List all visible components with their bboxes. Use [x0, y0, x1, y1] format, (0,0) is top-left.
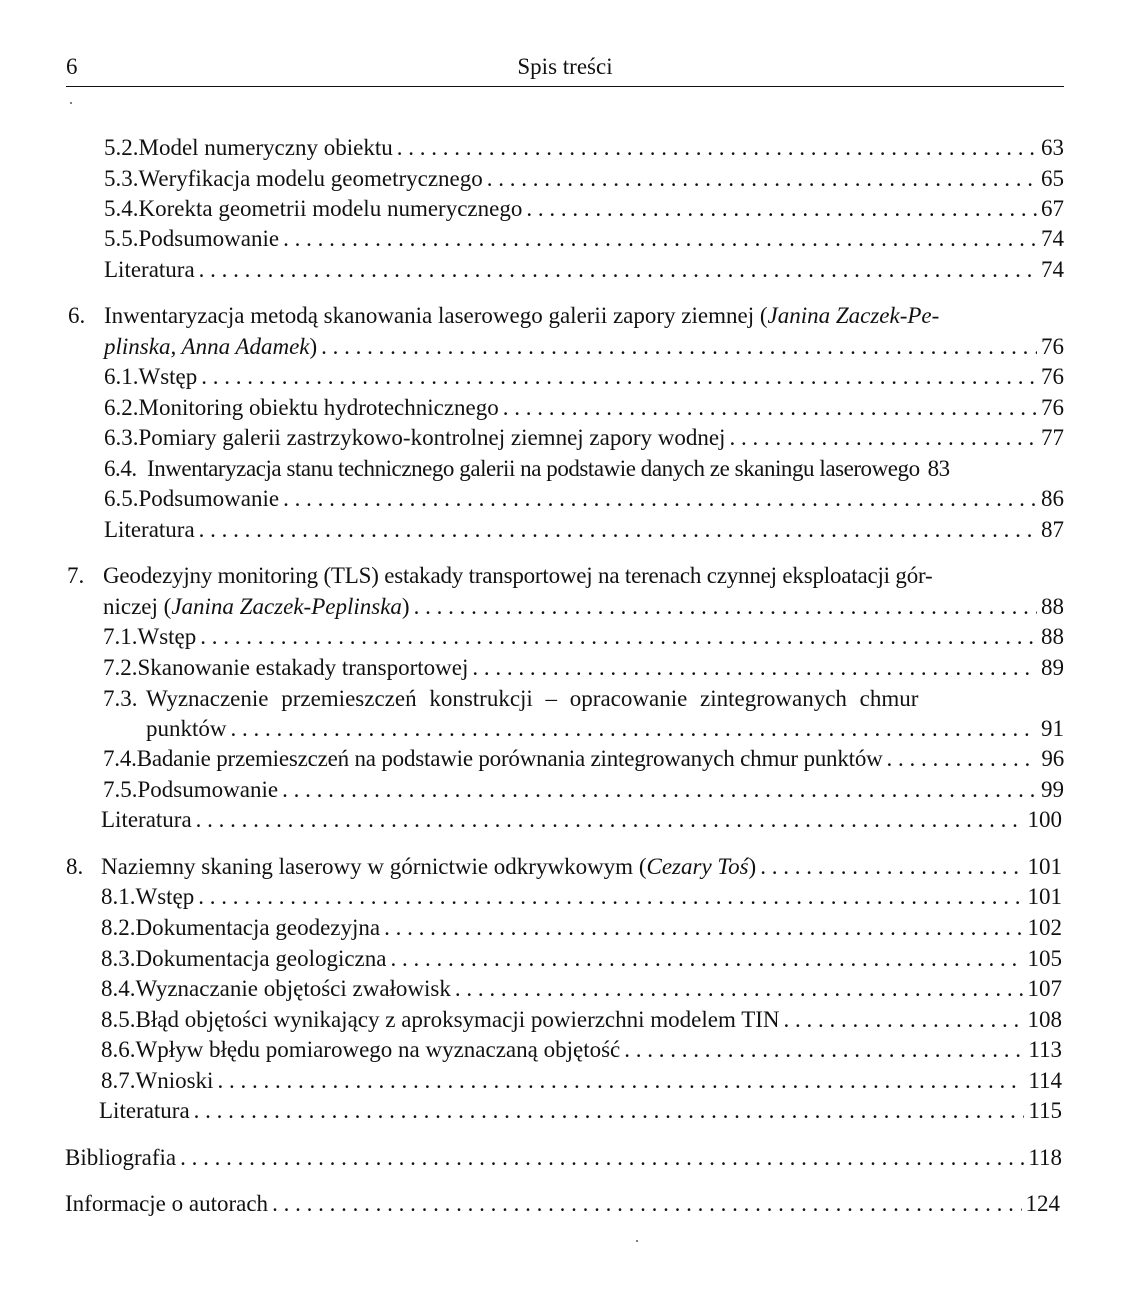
entry-title [103, 592, 410, 622]
closing-paren: ) [309, 334, 318, 359]
entry-title: Wnioski [135, 1068, 214, 1093]
entry-title: Wyznaczenie przemieszczeń konstrukcji – opracowanie zintegrowanych chmur [146, 686, 919, 711]
running-title: Spis treści [517, 54, 613, 79]
entry-number: 7.3. [103, 686, 138, 711]
entry-page: 102 [1027, 915, 1062, 940]
entry-page: 77 [1041, 425, 1064, 450]
entry-number: 7.2. [103, 655, 138, 680]
chapter-title-text: niczej ( [103, 594, 172, 619]
entry-number: 6.3. [104, 425, 139, 450]
entry-page: 91 [1041, 716, 1064, 741]
entry-page: 96 [1041, 746, 1064, 771]
leader-dots [390, 944, 1023, 974]
chapter-author: Cezary Toś [646, 854, 749, 879]
toc-entry-5-2[interactable] [104, 133, 1064, 163]
leader-dots [217, 1066, 1024, 1096]
toc-entry-5-4[interactable] [104, 194, 1064, 224]
entry-title: Literatura [104, 257, 195, 282]
toc-entry-6-4[interactable] [104, 454, 1064, 484]
leader-dots [196, 805, 1024, 835]
entry-title: Wstęp [137, 624, 197, 649]
chapter-6-title-line2[interactable] [104, 332, 1064, 362]
entry-number: 8.2. [101, 915, 136, 940]
leader-dots [199, 255, 1037, 285]
toc-entry-7-4[interactable] [103, 744, 1064, 774]
entry-title: Wstęp [138, 364, 198, 389]
leader-dots [198, 882, 1023, 912]
entry-number: 7.4. [103, 746, 137, 771]
toc-entry-6-1[interactable] [104, 362, 1064, 392]
page-number: 6 [66, 54, 78, 79]
toc-entry-7-3-line1[interactable] [103, 684, 1064, 714]
entry-title: Monitoring obiektu hydrotechnicznego [138, 395, 499, 420]
entry-page: 74 [1041, 257, 1064, 282]
leader-dots [384, 913, 1023, 943]
entry-number: 5.4. [104, 196, 139, 221]
entry-title: Wpływ błędu pomiarowego na wyznaczaną objętość [135, 1037, 621, 1062]
entry-page: 76 [1041, 395, 1064, 420]
entry-number: 8.4. [101, 976, 136, 1001]
entry-page: 114 [1028, 1068, 1062, 1093]
toc-entry-6-literature[interactable] [104, 515, 1064, 545]
entry-title: Weryfikacja modelu geometrycznego [138, 166, 483, 191]
leader-dots [283, 484, 1037, 514]
leader-dots [624, 1035, 1024, 1065]
leader-dots [200, 622, 1037, 652]
entry-page: 88 [1041, 624, 1064, 649]
leader-dots [455, 974, 1024, 1004]
leader-dots [503, 393, 1037, 423]
entry-number: 7.5. [103, 777, 138, 802]
entry-title: Bibliografia [65, 1145, 177, 1170]
entry-page: 76 [1041, 334, 1064, 359]
closing-paren: ) [401, 594, 410, 619]
leader-dots [231, 714, 1038, 744]
entry-title: Literatura [99, 1098, 190, 1123]
leader-dots [397, 133, 1037, 163]
toc-entry-8-4[interactable] [101, 974, 1062, 1004]
entry-title: Literatura [104, 517, 195, 542]
chapter-title-text: Naziemny skaning laserowy w górnictwie odkrywkowym ( [101, 854, 647, 879]
chapter-title-text: Inwentaryzacja metodą skanowania laserowego galerii zapory ziemnej ( [104, 303, 768, 328]
entry-title: Błąd objętości wynikający z aproksymacji powierzchni modelem TIN [135, 1007, 780, 1032]
entry-number: 5.2. [104, 135, 139, 160]
leader-dots [180, 1143, 1024, 1173]
chapter-8-number: 8. [66, 854, 84, 879]
leader-dots [414, 592, 1037, 622]
entry-title: Dokumentacja geologiczna [135, 946, 387, 971]
entry-page: 65 [1041, 166, 1064, 191]
scan-speck [636, 1240, 638, 1242]
chapter-author: Janina Zaczek-Pe- [767, 303, 940, 328]
leader-dots [272, 1189, 1021, 1219]
toc-entry-7-1[interactable] [103, 622, 1064, 652]
entry-title: Wstęp [135, 884, 195, 909]
toc-entry-8-7[interactable] [101, 1066, 1062, 1096]
leader-dots [321, 332, 1037, 362]
entry-page: 87 [1041, 517, 1064, 542]
entry-page: 115 [1028, 1098, 1062, 1123]
toc-entry-7-2[interactable] [103, 653, 1064, 683]
entry-page: 101 [1027, 884, 1062, 909]
toc-entry-8-2[interactable] [101, 913, 1062, 943]
entry-number: 8.5. [101, 1007, 136, 1032]
leader-dots [487, 164, 1037, 194]
entry-number: 5.3. [104, 166, 139, 191]
leader-dots [282, 775, 1037, 805]
toc-entry-8-1[interactable] [101, 882, 1062, 912]
entry-title: Podsumowanie [138, 226, 280, 251]
entry-page: 83 [927, 456, 950, 481]
toc-entry-7-3-line2[interactable] [146, 714, 1064, 744]
entry-page: 108 [1027, 1007, 1062, 1032]
entry-number: 6.5. [104, 486, 139, 511]
toc-entry-7-5[interactable] [103, 775, 1064, 805]
entry-title: Dokumentacja geodezyjna [135, 915, 381, 940]
chapter-author: plinska, Anna Adamek [104, 334, 310, 359]
chapter-7-number: 7. [67, 563, 85, 588]
toc-entry-5-literature[interactable] [104, 255, 1064, 285]
toc-entry-8-6[interactable] [101, 1035, 1062, 1065]
entry-number: 5.5. [104, 226, 139, 251]
entry-page: 74 [1041, 226, 1064, 251]
toc-entry-5-3[interactable] [104, 164, 1064, 194]
chapter-6-number: 6. [68, 303, 86, 328]
entry-number: 8.6. [101, 1037, 136, 1062]
leader-dots [201, 362, 1037, 392]
entry-page: 105 [1027, 946, 1062, 971]
entry-number: 7.1. [103, 624, 138, 649]
entry-page: 63 [1041, 135, 1064, 160]
toc-entry-7-literature[interactable] [101, 805, 1062, 835]
entry-page: 107 [1027, 976, 1062, 1001]
entry-number: 6.2. [104, 395, 139, 420]
scan-speck [70, 102, 72, 104]
chapter-7-title-line2[interactable] [103, 592, 1064, 622]
leader-dots [283, 224, 1037, 254]
entry-page: 76 [1041, 364, 1064, 389]
entry-number: 6.4. [104, 456, 137, 481]
entry-number: 8.3. [101, 946, 136, 971]
toc-entry-8-literature[interactable] [99, 1096, 1062, 1126]
toc-entry-8-3[interactable] [101, 944, 1062, 974]
chapter-8-title[interactable] [101, 852, 1062, 882]
entry-page: 118 [1028, 1145, 1062, 1170]
chapter-7-title-line1[interactable]: Geodezyjny monitoring (TLS) estakady transportowej na terenach czynnej eksploatacji gór- [103, 563, 933, 588]
leader-dots [729, 423, 1037, 453]
toc-entry-5-5[interactable] [104, 224, 1064, 254]
entry-page: 101 [1027, 854, 1062, 879]
entry-title: Podsumowanie [138, 486, 280, 511]
leader-dots [472, 653, 1037, 683]
leader-dots [887, 744, 1038, 774]
entry-page: 86 [1041, 486, 1064, 511]
toc-entry-bibliography[interactable] [65, 1143, 1062, 1173]
entry-page: 67 [1041, 196, 1064, 221]
entry-title: Skanowanie estakady transportowej [137, 655, 469, 680]
entry-title: Korekta geometrii modelu numerycznego [138, 196, 523, 221]
closing-paren: ) [748, 854, 757, 879]
leader-dots [194, 1096, 1025, 1126]
entry-title: Inwentaryzacja stanu technicznego galerii na podstawie danych ze skaningu laserowego [147, 456, 920, 481]
entry-page: 88 [1041, 594, 1064, 619]
toc-entry-6-2[interactable] [104, 393, 1064, 423]
entry-page: 99 [1041, 777, 1064, 802]
entry-number: 8.7. [101, 1068, 136, 1093]
entry-title: Badanie przemieszczeń na podstawie porównania zintegrowanych chmur punktów [136, 746, 883, 771]
leader-dots [199, 515, 1037, 545]
toc-entry-6-3[interactable] [104, 423, 1064, 453]
entry-title: Wyznaczanie objętości zwałowisk [135, 976, 451, 1001]
entry-title: Informacje o autorach [65, 1191, 269, 1216]
leader-dots [760, 852, 1023, 882]
toc-entry-6-5[interactable] [104, 484, 1064, 514]
entry-page: 100 [1027, 807, 1062, 832]
entry-title: punktów [146, 716, 227, 741]
entry-title [101, 852, 756, 882]
entry-number: 6.1. [104, 364, 139, 389]
leader-dots [526, 194, 1037, 224]
leader-dots [784, 1005, 1024, 1035]
entry-title [104, 332, 317, 362]
entry-title: Podsumowanie [137, 777, 279, 802]
entry-page: 124 [1025, 1191, 1060, 1216]
entry-number: 8.1. [101, 884, 136, 909]
toc-entry-authors-info[interactable] [65, 1189, 1060, 1219]
chapter-author: Janina Zaczek-Peplinska [171, 594, 402, 619]
toc-entry-8-5[interactable] [101, 1005, 1062, 1035]
chapter-6-title-line1[interactable] [104, 301, 939, 331]
entry-title: Literatura [101, 807, 192, 832]
page-header [66, 54, 1064, 87]
entry-title: Pomiary galerii zastrzykowo-kontrolnej ziemnej zapory wodnej [138, 425, 726, 450]
entry-title: Model numeryczny obiektu [138, 135, 393, 160]
entry-page: 113 [1028, 1037, 1062, 1062]
entry-page: 89 [1041, 655, 1064, 680]
